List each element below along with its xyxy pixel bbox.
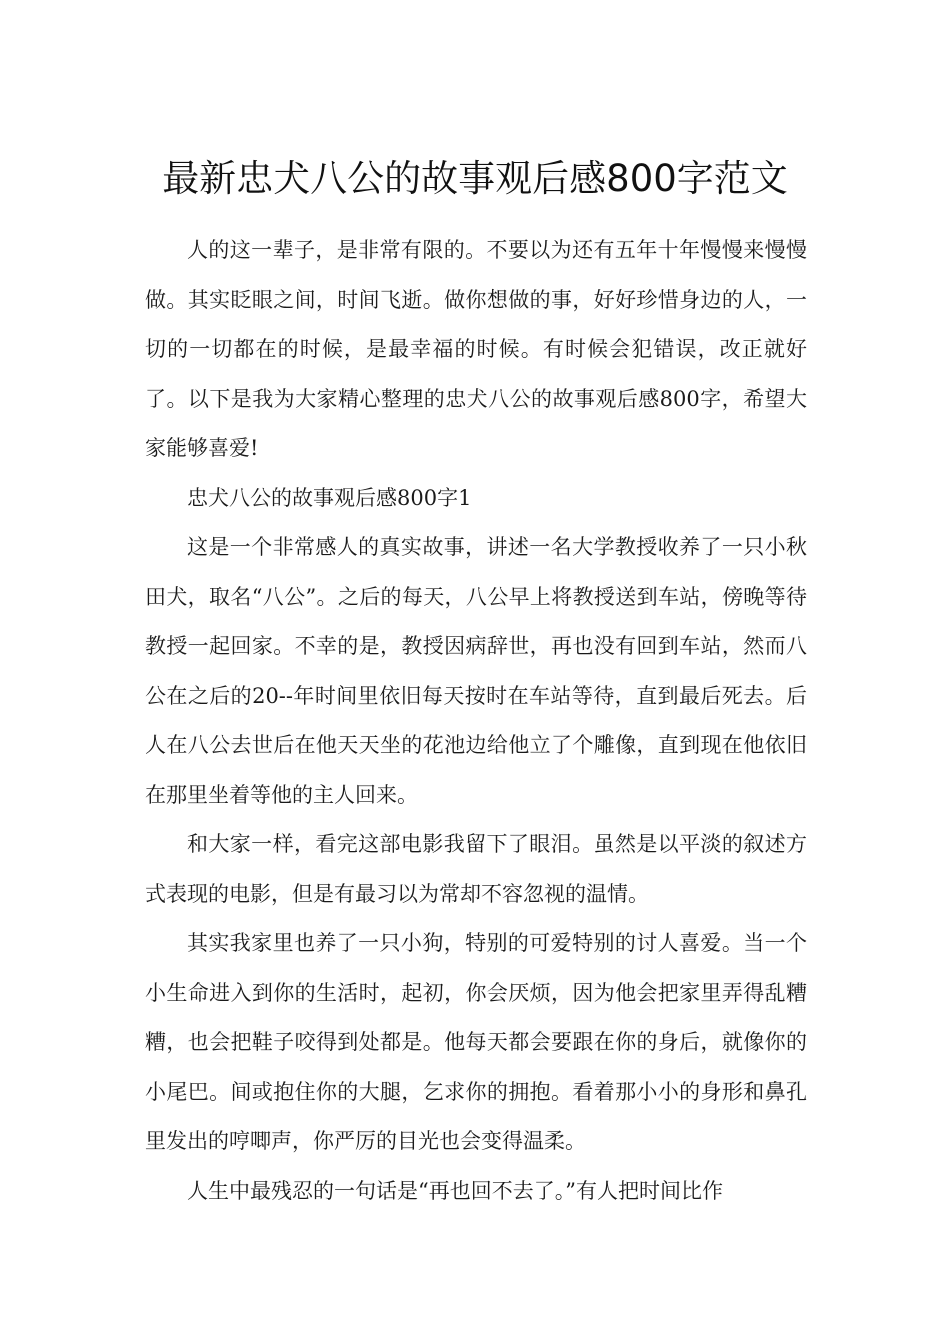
paragraph-tears: 和大家一样，看完这部电影我留下了眼泪。虽然是以平淡的叙述方式表现的电影，但是有最习以为常却不容忽视的温情。 [145, 832, 807, 906]
paragraph-my-dog: 其实我家里也养了一只小狗，特别的可爱特别的讨人喜爱。当一个小生命进入到你的生活时，起初，你会厌烦，因为他会把家里弄得乱糟糟，也会把鞋子咬得到处都是。他每天都会要跟在你的身后，就像你的小尾巴。间或抱住你的大腿，乞求你的拥抱。看着那小小的身形和鼻孔里发出的哼唧声，你严厉的目光也会变得温柔。 [145, 931, 807, 1153]
section-heading: 忠犬八公的故事观后感800字1 [187, 485, 472, 510]
paragraph-intro: 人的这一辈子，是非常有限的。不要以为还有五年十年慢慢来慢慢做。其实眨眼之间，时间飞逝。做你想做的事，好好珍惜身边的人，一切的一切都在的时候，是最幸福的时候。有时候会犯错误，改正就好了。以下是我为大家精心整理的忠犬八公的故事观后感800字，希望大家能够喜爱! [145, 238, 807, 460]
document-body [145, 226, 807, 1216]
paragraph-cruel-words: 人生中最残忍的一句话是“再也回不去了。”有人把时间比作 [187, 1178, 723, 1203]
document-title: 最新忠犬八公的故事观后感800字范文 [162, 156, 788, 200]
paragraph-story: 这是一个非常感人的真实故事，讲述一名大学教授收养了一只小秋田犬，取名“八公”。之后的每天，八公早上将教授送到车站，傍晚等待教授一起回家。不幸的是，教授因病辞世，再也没有回到车站，然而八公在之后的20--年时间里依旧每天按时在车站等待，直到最后死去。后人在八公去世后在他天天坐的花池边给他立了个雕像，直到现在他依旧在那里坐着等他的主人回来。 [145, 535, 807, 807]
